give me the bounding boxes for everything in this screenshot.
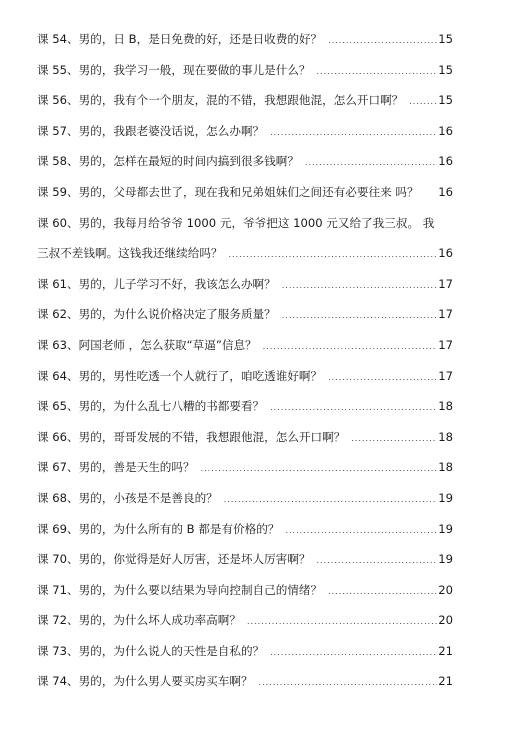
toc-entry[interactable] (37, 398, 453, 429)
toc-entry-page: 16 (438, 154, 453, 169)
toc-entry-title: 课 57、男的，我跟老婆没话说，怎么办啊？ (37, 123, 265, 138)
toc-entry[interactable] (37, 276, 453, 307)
toc-dot-leader (270, 128, 437, 137)
toc-entry[interactable] (37, 62, 453, 93)
toc-entry-title: 课 67、男的，善是天生的吗？ (37, 460, 195, 475)
toc-entry-continuation[interactable] (37, 245, 453, 276)
toc-entry-title: 课 56、男的，我有个一个朋友，混的不错，我想跟他混，怎么开口啊？ (37, 93, 404, 108)
toc-entry-title: 课 74、男的，为什么男人要买房买车啊？ (37, 674, 253, 689)
toc-dot-leader (282, 311, 438, 320)
toc-entry-page: 18 (438, 460, 453, 475)
toc-entry-title: 三叔不差钱啊。这钱我还继续给吗？ (37, 246, 223, 261)
toc-entry-page: 20 (438, 582, 453, 597)
toc-dot-leader (328, 587, 437, 596)
toc-entry-title: 课 63、阿国老师 ，怎么获取“草逼”信息？ (37, 337, 257, 352)
toc-entry[interactable] (37, 551, 453, 582)
toc-entry-page: 16 (438, 184, 453, 199)
toc-entry-page: 21 (438, 643, 453, 658)
toc-dot-leader (305, 158, 437, 167)
toc-entry[interactable] (37, 123, 453, 154)
toc-entry-page: 18 (438, 399, 453, 414)
toc-dot-leader (285, 526, 437, 535)
toc-entry[interactable] (37, 673, 453, 704)
toc-dot-leader (259, 678, 438, 687)
toc-entry-title: 课 54、男的，日 B，是日免费的好，还是日收费的好？ (37, 32, 323, 46)
toc-entry-title: 课 62、男的，为什么说价格决定了服务质量？ (37, 307, 276, 322)
toc-dot-leader (224, 495, 437, 504)
toc-dot-leader (263, 342, 438, 351)
toc-entry-page: 19 (438, 490, 453, 505)
toc-entry-title: 课 68、男的，小孩是不是善良的？ (37, 490, 218, 505)
toc-entry[interactable] (37, 306, 453, 337)
toc-entry-title: 课 65、男的，为什么乱七八糟的书都要看？ (37, 399, 265, 414)
toc-entry-title: 课 71、男的，为什么要以结果为导向控制自己的情绪？ (37, 582, 323, 597)
toc-entry-title: 课 58、男的，怎样在最短的时间内搞到很多钱啊？ (37, 154, 299, 169)
toc-entry-page: 18 (438, 429, 453, 444)
toc-entry[interactable] (37, 490, 453, 521)
toc-entry-page: 20 (438, 613, 453, 628)
toc-entry-title: 课 66、男的，哥哥发展的不错，我想跟他混，怎么开口啊？ (37, 429, 346, 444)
toc-entry[interactable] (37, 643, 453, 674)
toc-entry-title: 课 55、男的，我学习一般，现在要做的事儿是什么？ (37, 62, 311, 77)
toc-entry-page: 17 (438, 276, 453, 291)
toc-entry[interactable] (37, 215, 453, 246)
toc-entry-page: 19 (438, 552, 453, 567)
toc-entry-title: 课 70、男的，你觉得是好人厉害，还是坏人厉害啊？ (37, 552, 311, 567)
toc-entry[interactable] (37, 153, 453, 184)
toc-entry[interactable] (37, 612, 453, 643)
toc-dot-leader (282, 281, 438, 290)
toc-dot-leader (270, 648, 437, 657)
toc-dot-leader (317, 556, 438, 565)
table-of-contents (37, 31, 453, 704)
toc-entry-page: 21 (438, 674, 453, 689)
toc-entry-page: 16 (438, 123, 453, 138)
toc-entry[interactable] (37, 92, 453, 123)
toc-dot-leader (270, 403, 437, 412)
toc-entry-title: 课 72、男的，为什么坏人成功率高啊？ (37, 613, 241, 628)
toc-entry-page: 15 (438, 32, 453, 46)
toc-dot-leader (328, 373, 437, 382)
toc-entry-title: 课 60、男的，我每月给爷爷 1000 元，爷爷把这 1000 元又给了我三叔。 我 (37, 215, 435, 230)
toc-entry[interactable] (37, 429, 453, 460)
toc-dot-leader (247, 617, 437, 626)
toc-entry-page: 15 (438, 62, 453, 77)
toc-entry-page: 17 (438, 337, 453, 352)
toc-dot-leader (317, 67, 438, 76)
toc-entry-page: 17 (438, 307, 453, 322)
toc-dot-leader (201, 464, 438, 473)
toc-dot-leader (351, 434, 437, 443)
toc-entry[interactable] (37, 582, 453, 613)
toc-entry-page: 15 (438, 93, 453, 108)
toc-entry[interactable] (37, 337, 453, 368)
toc-entry[interactable] (37, 459, 453, 490)
toc-dot-leader (409, 97, 437, 106)
toc-entry-title: 课 64、男的，男性吃透一个人就行了，咱吃透谁好啊？ (37, 368, 323, 383)
toc-dot-leader (229, 250, 438, 259)
toc-entry[interactable] (37, 184, 453, 215)
toc-entry[interactable] (37, 31, 453, 62)
toc-entry-page: 19 (438, 521, 453, 536)
toc-entry[interactable] (37, 521, 453, 552)
toc-entry-title: 课 69、男的，为什么所有的 B 都是有价格的？ (37, 521, 280, 536)
toc-entry[interactable] (37, 368, 453, 399)
toc-entry-page: 16 (438, 246, 453, 261)
toc-entry-page: 17 (438, 368, 453, 383)
toc-dot-leader (328, 36, 437, 45)
toc-entry-title: 课 59、男的，父母都去世了，现在我和兄弟姐妹们之间还有必要往来 吗？ (37, 184, 419, 199)
toc-entry-title: 课 61、男的，儿子学习不好，我该怎么办啊？ (37, 276, 276, 291)
toc-entry-title: 课 73、男的，为什么说人的天性是自私的？ (37, 643, 265, 658)
